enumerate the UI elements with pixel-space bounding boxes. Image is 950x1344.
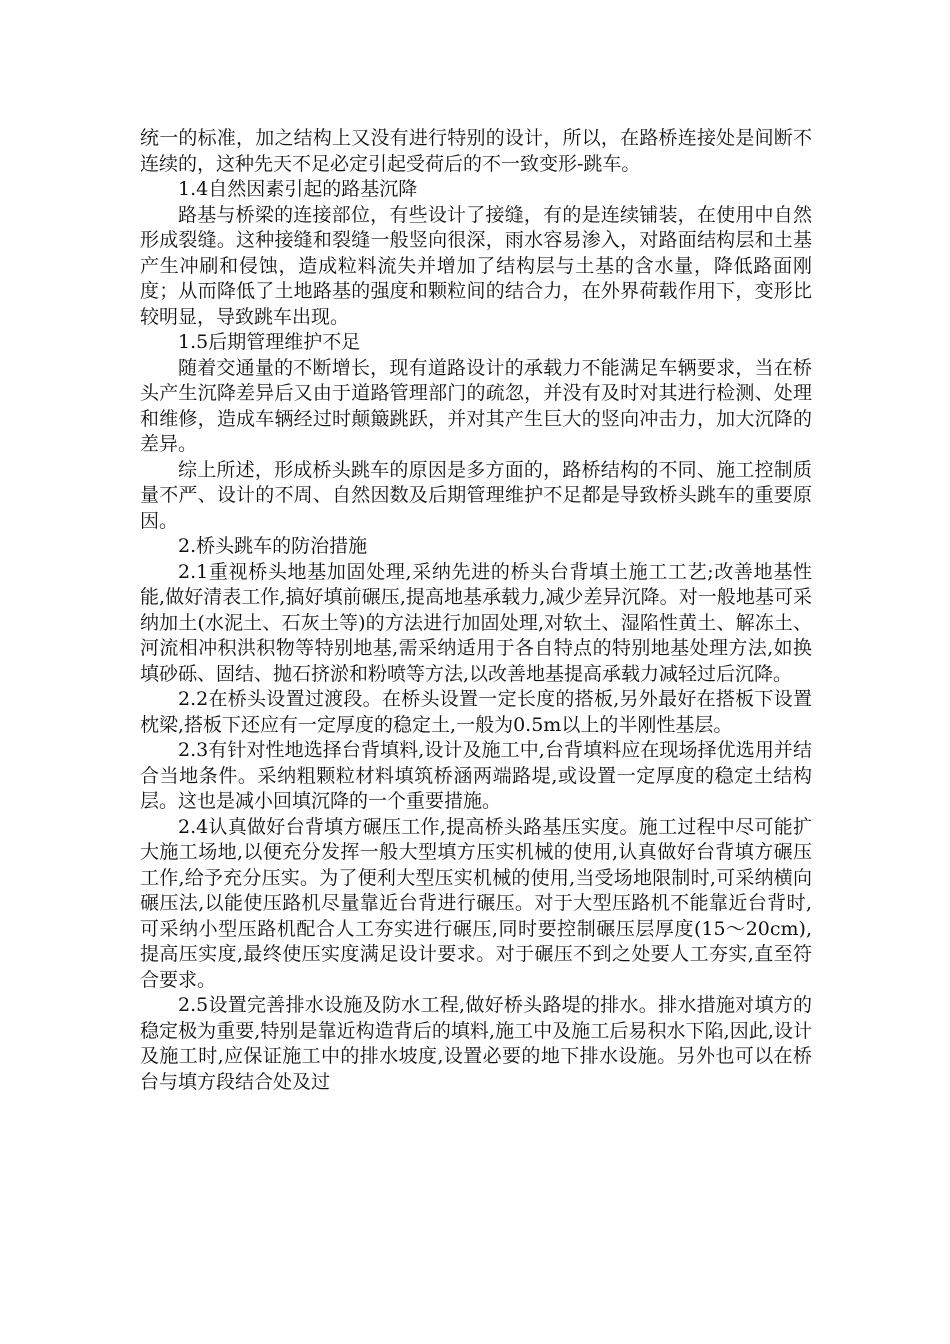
section-heading-1-5: 1.5后期管理维护不足 — [178, 331, 361, 353]
document-page — [140, 126, 812, 1095]
paragraph-summary: 综上所述，形成桥头跳车的原因是多方面的，路桥结构的不同、施工控制质量不严、设计的不周、自然因数及后期管理维护不足都是导致桥头跳车的重要原因。 — [140, 458, 812, 532]
section-heading-2: 2.桥头跳车的防治措施 — [178, 535, 368, 557]
paragraph-2-2: 2.2在桥头设置过渡段。在桥头设置一定长度的搭板,另外最好在搭板下设置枕梁,搭板下还应有一定厚度的稳定土,一般为0.5m以上的半刚性基层。 — [140, 688, 812, 736]
paragraph-2-5: 2.5设置完善排水设施及防水工程,做好桥头路堤的排水。排水措施对填方的稳定极为重要,特别是靠近构造背后的填料,施工中及施工后易积水下陷,因此,设计及施工时,应保证施工中的排水坡度,设置必要的地下排水设施。另外也可以在桥台与填方段结合处及过 — [140, 994, 812, 1093]
section-heading-1-4: 1.4自然因素引起的路基沉降 — [178, 178, 418, 200]
paragraph-natural-settlement: 路基与桥梁的连接部位，有些设计了接缝，有的是连续铺装，在使用中自然形成裂缝。这种接缝和裂缝一般竖向很深，雨水容易渗入，对路面结构层和土基产生冲刷和侵蚀，造成粒料流失并增加了结构层与土基的含水量，降低路面刚度；从而降低了土地路基的强度和颗粒间的结合力，在外界荷载作用下，变形比较明显，导致跳车出现。 — [140, 203, 812, 328]
paragraph-2-3: 2.3有针对性地选择台背填料,设计及施工中,台背填料应在现场择优选用并结合当地条件。采纳粗颗粒材料填筑桥涵两端路堤,或设置一定厚度的稳定土结构层。这也是减小回填沉降的一个重要措施。 — [140, 739, 812, 812]
paragraph-continuation: 统一的标准，加之结构上又没有进行特别的设计，所以，在路桥连接处是间断不连续的，这种先天不足必定引起受荷后的不一致变形-跳车。 — [140, 127, 812, 175]
paragraph-maintenance: 随着交通量的不断增长，现有道路设计的承载力不能满足车辆要求，当在桥头产生沉降差异后又由于道路管理部门的疏忽，并没有及时对其进行检测、处理和维修，造成车辆经过时颠簸跳跃，并对其产生巨大的竖向冲击力，加大沉降的差异。 — [140, 356, 812, 455]
paragraph-2-4: 2.4认真做好台背填方碾压工作,提高桥头路基压实度。施工过程中尽可能扩大施工场地,以便充分发挥一般大型填方压实机械的使用,认真做好台背填方碾压工作,给予充分压实。为了便利大型压实机械的使用,当受场地限制时,可采纳横向碾压法,以能使压路机尽量靠近台背进行碾压。对于大型压路机不能靠近台背时,可采纳小型压路机配合人工夯实进行碾压,同时要控制碾压层厚度(15～20cm),提高压实度,最终使压实度满足设计要求。对于碾压不到之处要人工夯实,直至符合要求。 — [140, 815, 812, 991]
paragraph-2-1: 2.1重视桥头地基加固处理,采纳先进的桥头台背填土施工工艺;改善地基性能,做好清表工作,搞好填前碾压,提高地基承载力,减少差异沉降。对一般地基可采纳加土(水泥土、石灰土等)的方法进行加固处理,对软土、湿陷性黄土、解冻土、河流相冲积洪积物等特别地基,需采纳适用于各自特点的特别地基处理方法,如换填砂砾、固结、抛石挤淤和粉喷等方法,以改善地基提高承载力减轻过后沉降。 — [140, 560, 812, 685]
